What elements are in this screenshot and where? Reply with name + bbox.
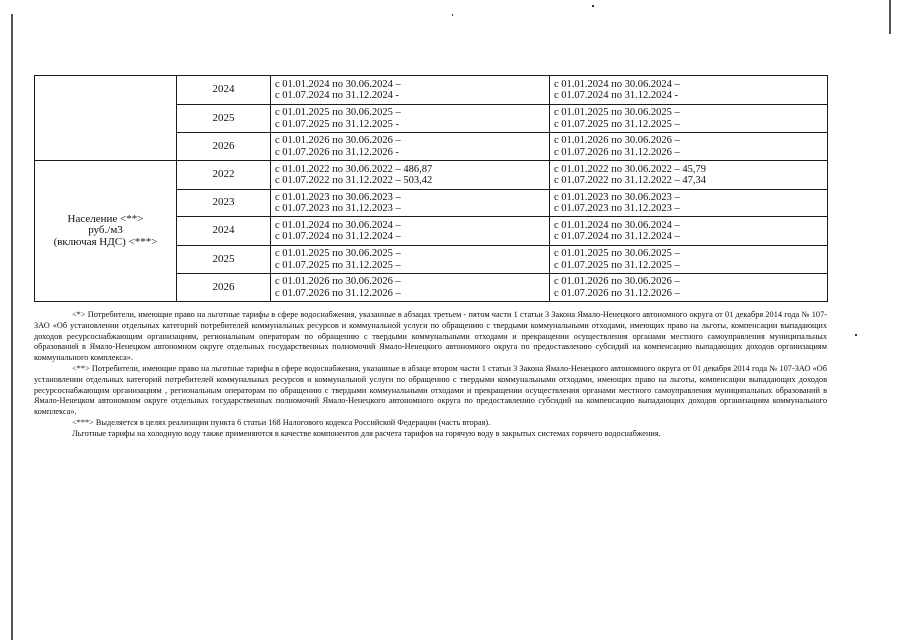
period-line: с 01.07.2026 по 31.12.2026 – <box>554 146 680 158</box>
footnote-2: <**> Потребители, имеющие право на льготные тарифы в сфере водоснабжения, указанные в абзаце втором части 1 статьи 3 Закона Ямало-Ненецкого автономного округа от 01 декабря 2014 года № 107-ЗАО «Об установлении отдельных категорий потребителей коммунальных ресурсов и коммунальной услуги по обращению с твердыми коммунальными отходами, имеющих право на льготы, компенсации выпадающих доходов ресурсоснабжающим организациям , региональным операторам по обращению с твердыми коммунальными отходами и прекращении осуществления органами местного самоуправления муниципальных образований в Ямало-Ненецком автономном округе отдельных государственных полномочий Ямало-Ненецкого автономного округа по предоставлению субсидий на компенсацию выпадающих доходов организациям коммунального комплекса». <box>34 363 827 417</box>
period-cell <box>550 246 828 274</box>
period-line: с 01.07.2024 по 31.12.2024 – <box>554 231 680 242</box>
scan-speck <box>855 334 857 336</box>
year-cell: 2026 <box>177 133 271 161</box>
period-line: с 01.07.2024 по 31.12.2024 - <box>275 90 400 101</box>
period-cell <box>271 105 550 133</box>
period-line: с 01.01.2023 по 30.06.2023 – <box>275 191 401 203</box>
period-cell <box>550 76 828 105</box>
period-line: с 01.01.2026 по 30.06.2026 – <box>275 276 401 287</box>
tariff-table <box>34 75 828 302</box>
period-cell <box>271 217 550 246</box>
table-row <box>35 161 828 190</box>
period-cell <box>550 190 828 217</box>
period-line: с 01.07.2025 по 31.12.2025 - <box>275 118 400 130</box>
footnote-4: Льготные тарифы на холодную воду также применяются в качестве компонентов для расчета тарифов на горячую воду в закрытых системах горячего водоснабжения. <box>72 428 661 438</box>
period-line: с 01.01.2024 по 30.06.2024 – <box>275 219 401 231</box>
period-line: с 01.01.2023 по 30.06.2023 – <box>554 191 680 203</box>
scan-edge-left <box>11 14 13 640</box>
period-line: с 01.07.2026 по 31.12.2026 – <box>275 287 401 299</box>
period-cell <box>271 133 550 161</box>
group-cell-empty <box>35 76 177 161</box>
period-line: с 01.07.2026 по 31.12.2026 - <box>275 146 400 158</box>
period-cell <box>271 274 550 302</box>
period-line: с 01.01.2025 по 30.06.2025 – <box>554 107 680 118</box>
footnote-3: <***> Выделяется в целях реализации пункта 6 статьи 168 Налогового кодекса Российской Федерации (часть вторая). <box>72 417 491 427</box>
period-line: с 01.01.2025 по 30.06.2025 – <box>554 248 680 259</box>
period-cell <box>550 105 828 133</box>
period-cell <box>550 217 828 246</box>
period-line: с 01.07.2024 по 31.12.2024 - <box>554 90 679 101</box>
period-line: с 01.07.2022 по 31.12.2022 – 47,34 <box>554 175 707 186</box>
period-line: с 01.01.2026 по 30.06.2026 – <box>554 276 680 287</box>
group-label-line: (включая НДС) <***> <box>53 235 158 248</box>
period-line: с 01.01.2024 по 30.06.2024 – <box>554 219 680 231</box>
period-line: с 01.07.2022 по 31.12.2022 – 503,42 <box>275 175 433 186</box>
year-cell: 2024 <box>177 76 271 105</box>
period-cell <box>550 133 828 161</box>
period-cell <box>550 161 828 190</box>
period-line: с 01.01.2022 по 30.06.2022 – 486,87 <box>275 163 433 175</box>
year-cell: 2025 <box>177 105 271 133</box>
period-cell <box>271 246 550 274</box>
group-label-line: Население <**> <box>67 212 144 225</box>
period-cell <box>271 76 550 105</box>
footnote-1: <*> Потребители, имеющие право на льготные тарифы в сфере водоснабжения, указанные в абзацах третьем - пятом части 1 статьи 3 Закона Ямало-Ненецкого автономного округа от 01 декабря 2014 года № 107-ЗАО «Об установлении отдельных категорий потребителей коммунальных ресурсов и коммунальной услуги по обращению с твердыми коммунальными отходами, имеющих право на льготы, компенсации выпадающих доходов ресурсоснабжающим организациям, региональным операторам по обращению с твердыми коммунальными отходами и прекращении осуществления органами местного самоуправления муниципальных образований в Ямало-Ненецком автономном округе отдельных государственных полномочий Ямало-Ненецкого автономного округа по предоставлению субсидий на компенсацию выпадающих доходов организациям коммунального комплекса». <box>34 310 827 363</box>
table-row <box>35 76 828 105</box>
period-line: с 01.01.2024 по 30.06.2024 – <box>275 78 401 90</box>
period-cell <box>550 274 828 302</box>
scan-speck <box>452 14 453 16</box>
scan-edge-right <box>889 0 891 34</box>
period-line: с 01.01.2025 по 30.06.2025 – <box>275 248 401 259</box>
period-line: с 01.07.2023 по 31.12.2023 – <box>554 203 680 214</box>
period-line: с 01.07.2023 по 31.12.2023 – <box>275 203 401 214</box>
period-line: с 01.01.2026 по 30.06.2026 – <box>275 135 401 146</box>
period-cell <box>271 190 550 217</box>
consumer-group-cell <box>35 161 177 302</box>
year-cell: 2023 <box>177 190 271 217</box>
period-cell <box>271 161 550 190</box>
period-line: с 01.07.2025 по 31.12.2025 – <box>554 259 680 271</box>
year-cell: 2025 <box>177 246 271 274</box>
year-cell: 2024 <box>177 217 271 246</box>
period-line: с 01.07.2026 по 31.12.2026 – <box>554 287 680 299</box>
year-cell: 2026 <box>177 274 271 302</box>
period-line: с 01.01.2025 по 30.06.2025 – <box>275 107 401 118</box>
period-line: с 01.01.2026 по 30.06.2026 – <box>554 135 680 146</box>
year-cell: 2022 <box>177 161 271 190</box>
period-line: с 01.01.2024 по 30.06.2024 – <box>554 78 680 90</box>
group-label-line: руб./м3 <box>88 224 123 237</box>
scan-speck <box>592 5 594 7</box>
period-line: с 01.01.2022 по 30.06.2022 – 45,79 <box>554 163 707 175</box>
footnotes <box>34 310 827 440</box>
period-line: с 01.07.2025 по 31.12.2025 – <box>275 259 401 271</box>
period-line: с 01.07.2024 по 31.12.2024 – <box>275 231 401 242</box>
period-line: с 01.07.2025 по 31.12.2025 – <box>554 118 680 130</box>
